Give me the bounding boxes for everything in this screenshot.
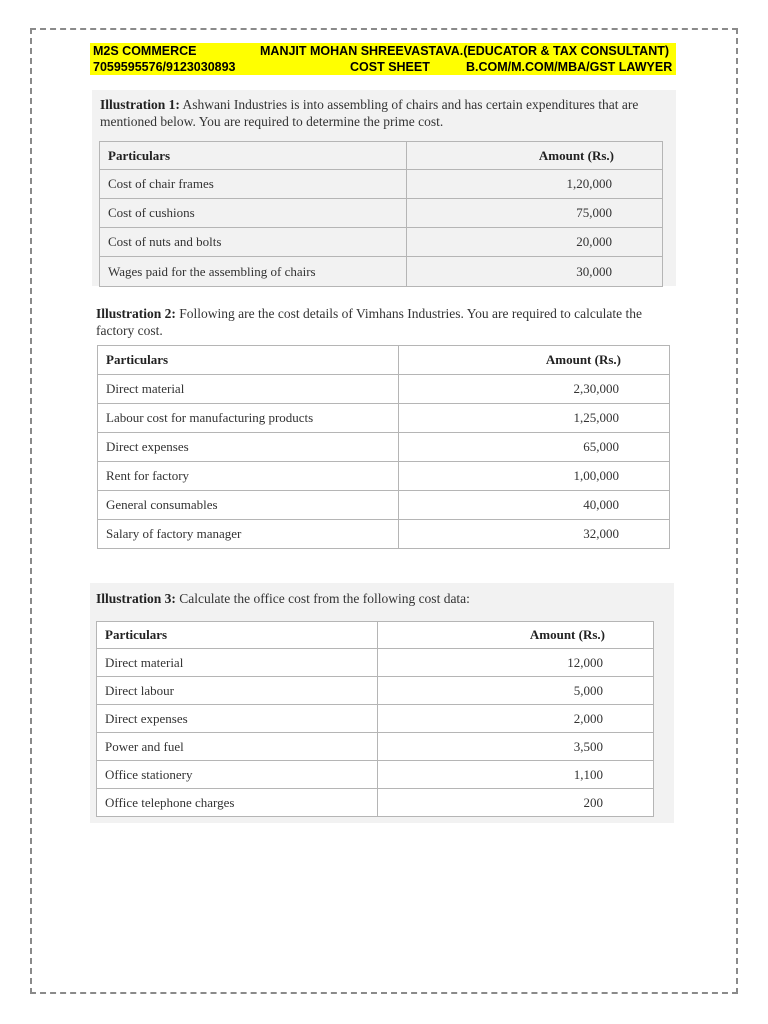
table-row [98,375,670,404]
table-row [100,170,663,199]
table-row [97,761,654,789]
illustration-2-table [97,345,670,549]
header-phone: 7059595576/9123030893 [93,60,236,74]
row-amount: 30,000 [407,257,663,287]
table-header-row [100,142,663,170]
illustration-text: Calculate the office cost from the following cost data: [179,591,470,606]
table-row [97,649,654,677]
illustration-1-prompt [100,96,674,130]
table-row [98,520,670,549]
row-item: Direct material [97,649,378,677]
row-item: Direct material [98,375,399,404]
row-amount: 40,000 [399,491,670,520]
illustration-text: Ashwani Industries is into assembling of chairs and has certain expenditures that are mentioned below. You are required to determine the prime cost. [100,97,639,129]
column-header-particulars: Particulars [100,142,407,170]
table-header-row [97,622,654,649]
table-row [100,257,663,287]
header-degrees: B.COM/M.COM/MBA/GST LAWYER [466,60,673,74]
illustration-2-prompt [96,305,674,339]
column-header-particulars: Particulars [97,622,378,649]
illustration-label: Illustration 3: [96,591,176,606]
row-item: Office stationery [97,761,378,789]
table-header-row [98,346,670,375]
row-item: Cost of nuts and bolts [100,228,407,257]
row-amount: 32,000 [399,520,670,549]
row-amount: 20,000 [407,228,663,257]
row-item: Direct expenses [98,433,399,462]
table-row [98,462,670,491]
table-row [97,677,654,705]
row-amount: 12,000 [378,649,654,677]
row-item: Direct expenses [97,705,378,733]
illustration-3-prompt [96,590,674,607]
row-amount: 5,000 [378,677,654,705]
header-topic: COST SHEET [350,60,430,74]
column-header-amount: Amount (Rs.) [378,622,654,649]
table-row [97,789,654,817]
row-item: Direct labour [97,677,378,705]
table-row [98,433,670,462]
column-header-amount: Amount (Rs.) [399,346,670,375]
row-item: Office telephone charges [97,789,378,817]
row-amount: 1,20,000 [407,170,663,199]
row-amount: 1,25,000 [399,404,670,433]
row-item: Rent for factory [98,462,399,491]
illustration-text: Following are the cost details of Vimhans Industries. You are required to calculate the factory cost. [96,306,642,338]
table-row [98,404,670,433]
row-item: General consumables [98,491,399,520]
row-amount: 2,000 [378,705,654,733]
row-amount: 75,000 [407,199,663,228]
row-amount: 200 [378,789,654,817]
table-row [98,491,670,520]
illustration-3-table [96,621,654,817]
row-amount: 65,000 [399,433,670,462]
table-row [100,199,663,228]
illustration-label: Illustration 1: [100,97,180,112]
column-header-particulars: Particulars [98,346,399,375]
illustration-1-table [99,141,663,287]
document-header [90,43,676,75]
row-amount: 2,30,000 [399,375,670,404]
row-amount: 3,500 [378,733,654,761]
row-amount: 1,00,000 [399,462,670,491]
row-item: Salary of factory manager [98,520,399,549]
row-amount: 1,100 [378,761,654,789]
row-item: Cost of chair frames [100,170,407,199]
header-org: M2S COMMERCE [93,44,197,58]
row-item: Power and fuel [97,733,378,761]
illustration-label: Illustration 2: [96,306,176,321]
header-author: MANJIT MOHAN SHREEVASTAVA.(EDUCATOR & TAX CONSULTANT) [260,44,670,58]
row-item: Wages paid for the assembling of chairs [100,257,407,287]
column-header-amount: Amount (Rs.) [407,142,663,170]
row-item: Labour cost for manufacturing products [98,404,399,433]
table-row [100,228,663,257]
table-row [97,733,654,761]
table-row [97,705,654,733]
row-item: Cost of cushions [100,199,407,228]
